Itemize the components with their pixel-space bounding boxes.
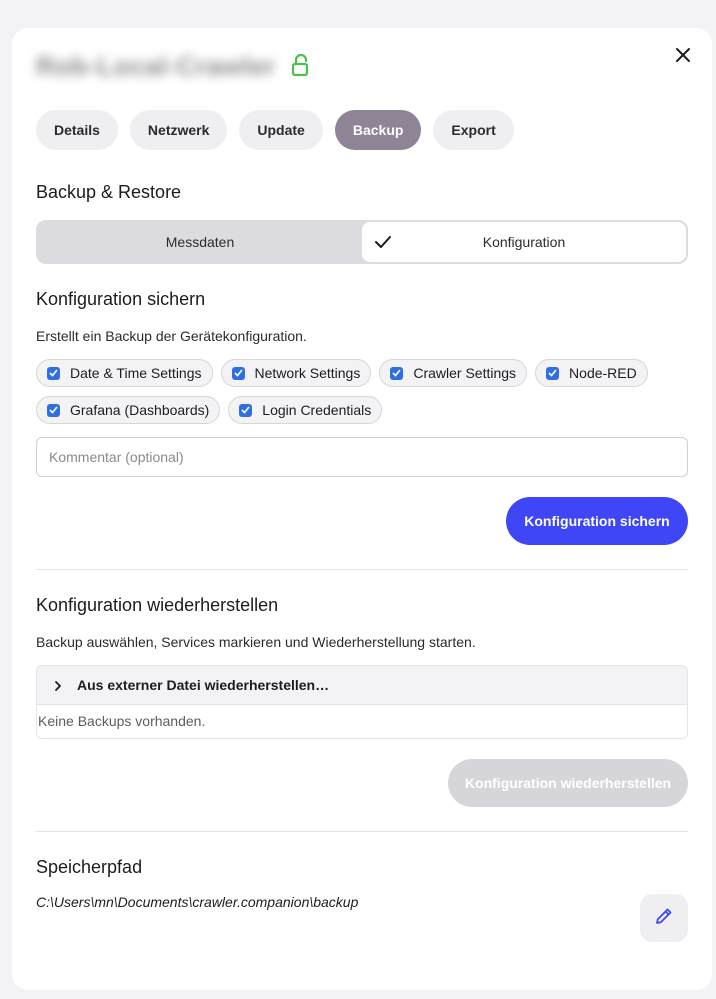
option-label: Crawler Settings [413, 365, 517, 381]
device-dialog [12, 28, 712, 990]
data-type-toggle [36, 220, 688, 264]
empty-backups-text: Keine Backups vorhanden. [38, 713, 206, 729]
restore-section-title: Konfiguration wiederherstellen [36, 595, 279, 615]
option-label: Date & Time Settings [70, 365, 202, 381]
save-section-description: Erstellt ein Backup der Gerätekonfiguration. [36, 328, 307, 344]
segment-konfiguration-label: Konfiguration [482, 234, 566, 250]
chevron-right-icon [53, 679, 63, 691]
tab-export[interactable]: Export [433, 110, 513, 150]
segment-messdaten-label: Messdaten [165, 234, 235, 250]
checkbox-icon[interactable] [239, 404, 252, 417]
external-file-expander[interactable] [37, 666, 687, 705]
checkbox-icon[interactable] [546, 367, 559, 380]
option-login-credentials[interactable] [228, 396, 382, 424]
checkmark-icon [374, 234, 392, 250]
option-network-settings[interactable] [221, 359, 372, 387]
edit-path-button[interactable] [640, 894, 688, 942]
segment-messdaten[interactable] [38, 222, 362, 262]
tab-backup[interactable]: Backup [335, 110, 422, 150]
save-section-title: Konfiguration sichern [36, 289, 206, 309]
checkbox-icon[interactable] [47, 367, 60, 380]
tab-netzwerk[interactable]: Netzwerk [130, 110, 227, 150]
storage-path-value: C:\Users\mn\Documents\crawler.companion\backup [36, 894, 359, 910]
tab-update[interactable]: Update [239, 110, 322, 150]
divider [36, 831, 688, 832]
option-date-time-settings[interactable] [36, 359, 213, 387]
option-grafana-dashboards[interactable] [36, 396, 220, 424]
restore-config-button[interactable]: Konfiguration wiederherstellen [448, 759, 688, 807]
unlock-icon[interactable] [290, 53, 312, 79]
divider [36, 569, 688, 570]
comment-input[interactable] [36, 437, 688, 477]
checkbox-icon[interactable] [47, 404, 60, 417]
save-config-button[interactable]: Konfiguration sichern [506, 497, 688, 545]
backup-options [36, 359, 696, 433]
segment-konfiguration[interactable] [362, 222, 686, 262]
option-crawler-settings[interactable] [379, 359, 527, 387]
option-label: Login Credentials [262, 402, 372, 418]
tab-details[interactable]: Details [36, 110, 118, 150]
device-name: Rob-Local-Crawler [36, 50, 276, 81]
storage-path-title: Speicherpfad [36, 857, 143, 877]
checkbox-icon[interactable] [232, 367, 245, 380]
option-node-red[interactable] [535, 359, 648, 387]
tab-bar [36, 110, 514, 150]
backup-restore-title: Backup & Restore [36, 182, 182, 202]
dialog-header [36, 50, 312, 82]
close-icon [675, 47, 691, 68]
pencil-icon [654, 906, 674, 931]
close-button[interactable] [670, 44, 696, 70]
backup-list [36, 665, 688, 739]
restore-section-description: Backup auswählen, Services markieren und Wiederherstellung starten. [36, 634, 476, 650]
checkbox-icon[interactable] [390, 367, 403, 380]
option-label: Network Settings [254, 365, 361, 381]
option-label: Node-RED [569, 365, 637, 381]
external-file-label: Aus externer Datei wiederherstellen… [77, 677, 330, 693]
option-label: Grafana (Dashboards) [70, 402, 210, 418]
